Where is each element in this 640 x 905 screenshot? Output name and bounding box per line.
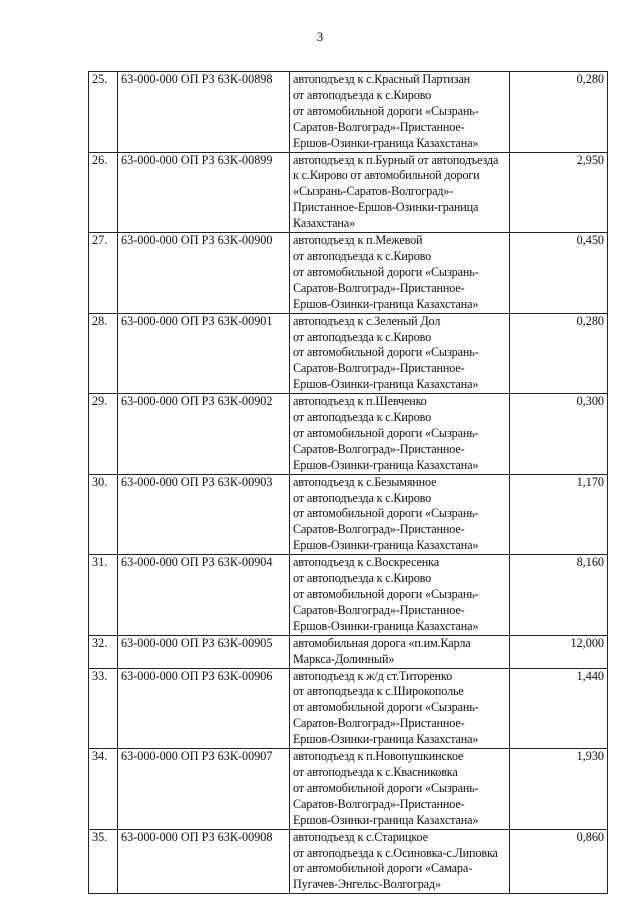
table-row xyxy=(89,394,608,475)
road-name: автоподъезд к с.Воскресенка от автоподъезда к с.Кирово от автомобильной дороги «Сызрань- Саратов-Волгоград»-Пристанное- Ершов-Озинки-граница Казахстана» xyxy=(290,555,510,636)
road-name: автоподъезд к п.Межевой от автоподъезда к с.Кирово от автомобильной дороги «Сызрань- Саратов-Волгоград»-Пристанное- Ершов-Озинки-граница Казахстана» xyxy=(290,233,510,314)
row-number: 31. xyxy=(89,555,118,636)
row-number: 33. xyxy=(89,668,118,749)
road-length: 0,860 xyxy=(510,829,608,894)
page-number: 3 xyxy=(316,29,324,44)
road-length: 2,950 xyxy=(510,152,608,233)
table-row xyxy=(89,72,608,153)
table-row xyxy=(89,829,608,894)
table-row xyxy=(89,668,608,749)
row-number: 32. xyxy=(89,635,118,668)
road-id: 63-000-000 ОП РЗ 63К-00901 xyxy=(118,313,290,394)
road-name: автоподъезд к с.Красный Партизан от автоподъезда к с.Кирово от автомобильной дороги «Сызрань- Саратов-Волгоград»-Пристанное- Ершов-Озинки-граница Казахстана» xyxy=(290,72,510,153)
road-length: 0,450 xyxy=(510,233,608,314)
row-number: 29. xyxy=(89,394,118,475)
road-length: 0,280 xyxy=(510,313,608,394)
row-number: 34. xyxy=(89,749,118,830)
road-length: 1,440 xyxy=(510,668,608,749)
table-row xyxy=(89,152,608,233)
table-row xyxy=(89,749,608,830)
row-number: 25. xyxy=(89,72,118,153)
table-row xyxy=(89,313,608,394)
road-id: 63-000-000 ОП РЗ 63К-00904 xyxy=(118,555,290,636)
road-length: 1,170 xyxy=(510,474,608,555)
road-id: 63-000-000 ОП РЗ 63К-00898 xyxy=(118,72,290,153)
table-row xyxy=(89,233,608,314)
road-name: автоподъезд к с.Зеленый Дол от автоподъезда к с.Кирово от автомобильной дороги «Сызрань- Саратов-Волгоград»-Пристанное- Ершов-Озинки-граница Казахстана» xyxy=(290,313,510,394)
table-row xyxy=(89,635,608,668)
road-length: 8,160 xyxy=(510,555,608,636)
table-row xyxy=(89,474,608,555)
road-id: 63-000-000 ОП РЗ 63К-00900 xyxy=(118,233,290,314)
road-id: 63-000-000 ОП РЗ 63К-00899 xyxy=(118,152,290,233)
row-number: 30. xyxy=(89,474,118,555)
row-number: 35. xyxy=(89,829,118,894)
road-id: 63-000-000 ОП РЗ 63К-00906 xyxy=(118,668,290,749)
road-name: автоподъезд к п.Шевченко от автоподъезда к с.Кирово от автомобильной дороги «Сызрань- Саратов-Волгоград»-Пристанное- Ершов-Озинки-граница Казахстана» xyxy=(290,394,510,475)
road-id: 63-000-000 ОП РЗ 63К-00907 xyxy=(118,749,290,830)
road-registry-table xyxy=(88,71,608,894)
road-id: 63-000-000 ОП РЗ 63К-00908 xyxy=(118,829,290,894)
road-id: 63-000-000 ОП РЗ 63К-00902 xyxy=(118,394,290,475)
row-number: 27. xyxy=(89,233,118,314)
road-id: 63-000-000 ОП РЗ 63К-00903 xyxy=(118,474,290,555)
road-id: 63-000-000 ОП РЗ 63К-00905 xyxy=(118,635,290,668)
row-number: 26. xyxy=(89,152,118,233)
row-number: 28. xyxy=(89,313,118,394)
road-name: автомобильная дорога «п.им.Карла Маркса-Долинный» xyxy=(290,635,510,668)
table-row xyxy=(89,555,608,636)
road-name: автоподъезд к ж/д ст.Титоренко от автоподъезда к с.Широкополье от автомобильной дороги «Сызрань- Саратов-Волгоград»-Пристанное- Ершов-Озинки-граница Казахстана» xyxy=(290,668,510,749)
road-name: автоподъезд к с.Старицкое от автоподъезда к с.Осиновка-с.Липовка от автомобильной дороги «Самара- Пугачев-Энгельс-Волгоград» xyxy=(290,829,510,894)
road-length: 1,930 xyxy=(510,749,608,830)
road-name: автоподъезд к п.Новопушкинское от автоподъезда к с.Квасниковка от автомобильной дороги «Сызрань- Саратов-Волгоград»-Пристанное- Ершов-Озинки-граница Казахстана» xyxy=(290,749,510,830)
road-length: 0,300 xyxy=(510,394,608,475)
road-name: автоподъезд к п.Бурный от автоподъезда к с.Кирово от автомобильной дороги «Сызрань-Саратов-Волгоград»- Пристанное-Ершов-Озинки-граница Казахстана» xyxy=(290,152,510,233)
road-name: автоподъезд к с.Безымянное от автоподъезда к с.Кирово от автомобильной дороги «Сызрань- Саратов-Волгоград»-Пристанное- Ершов-Озинки-граница Казахстана» xyxy=(290,474,510,555)
road-length: 0,280 xyxy=(510,72,608,153)
road-length: 12,000 xyxy=(510,635,608,668)
